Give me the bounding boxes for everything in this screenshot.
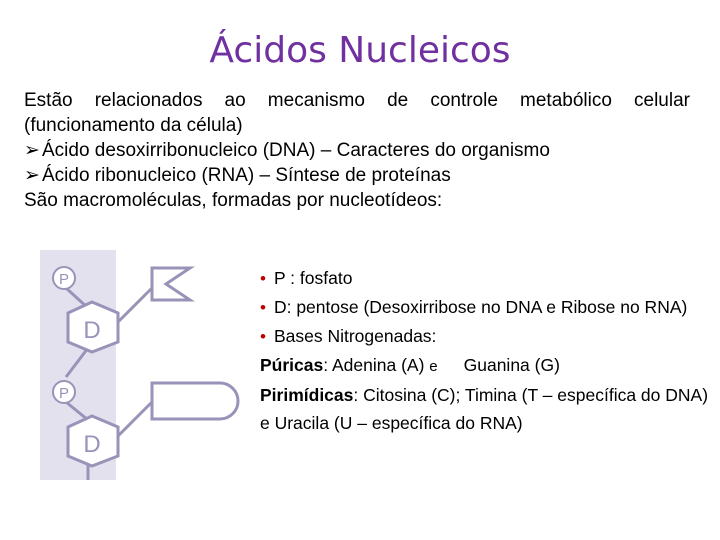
bullet-icon: • [260, 269, 266, 288]
pyrimidine-base-icon [152, 383, 238, 419]
list-item: • Bases Nitrogenadas: [260, 326, 437, 346]
page-title: Ácidos Nucleicos [209, 30, 511, 71]
puricas-label: Púricas [260, 355, 324, 375]
pentose-label: D [83, 431, 101, 458]
nucleotide-diagram [40, 250, 240, 480]
rna-line: ➢ Ácido ribonucleico (RNA) – Síntese de proteínas [24, 165, 451, 186]
purine-base-icon [152, 268, 190, 300]
pentose-label: D [83, 317, 101, 344]
base-link [118, 402, 152, 436]
arrow-bullet-icon: ➢ [24, 140, 40, 161]
summary-text: São macromoléculas, formadas por nucleotídeos: [24, 190, 443, 211]
component-list [260, 264, 715, 437]
pirimidicas-line: Pirimídicas: Citosina (C); Timina (T – específica do DNA) e Uracila (U – específica do RNA) [260, 385, 709, 433]
list-item: • D: pentose (Desoxirribose no DNA e Ribose no RNA) [260, 297, 688, 317]
body-text [24, 88, 690, 213]
list-item: • P : fosfato [260, 268, 353, 288]
puricas-line: Púricas: Adenina (A) e Guanina (G) [260, 355, 560, 375]
intro-text: Estão relacionados ao mecanismo de controle metabólico celular (funcionamento da célula) [24, 90, 690, 136]
phosphate-label: P [58, 271, 70, 288]
dna-line: ➢ Ácido desoxirribonucleico (DNA) – Caracteres do organismo [24, 140, 550, 161]
bullet-icon: • [260, 298, 266, 317]
pirimidicas-label: Pirimídicas [260, 385, 354, 405]
arrow-bullet-icon: ➢ [24, 165, 40, 186]
phosphate-label: P [58, 385, 70, 402]
base-link [118, 288, 152, 322]
bullet-icon: • [260, 327, 266, 346]
